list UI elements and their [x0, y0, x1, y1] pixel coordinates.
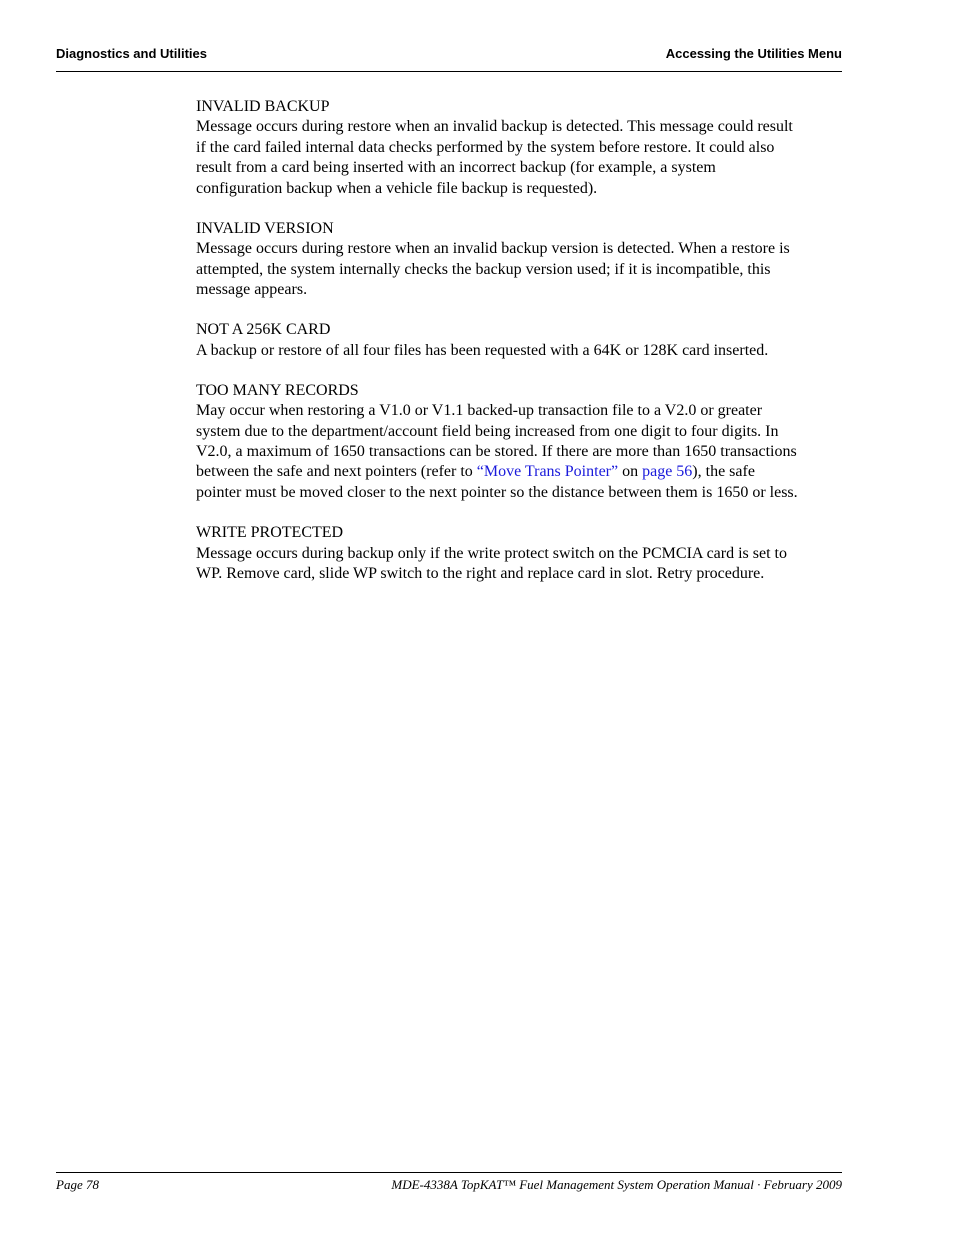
paragraph-line: pointer must be moved closer to the next pointer so the distance between them is 1650 or less. [196, 483, 798, 501]
document-reference: MDE-4338A TopKAT™ Fuel Management System Operation Manual · February 2009 [391, 1177, 842, 1192]
document-body [196, 97, 842, 604]
footer-divider [56, 1172, 842, 1173]
header-section-title: Accessing the Utilities Menu [665, 46, 842, 61]
section-too-many-records [196, 381, 842, 503]
section-title: TOO MANY RECORDS [196, 381, 359, 399]
page-header [56, 45, 842, 63]
paragraph-line: attempted, the system internally checks the backup version used; if it is incompatible, this [196, 260, 771, 278]
line-text: ), the safe [692, 463, 755, 481]
page-56-link[interactable]: page 56 [642, 463, 693, 481]
paragraph-line: result from a card being inserted with an incorrect backup (for example, a system [196, 159, 716, 177]
move-trans-pointer-link[interactable]: “Move Trans Pointer” [476, 463, 619, 481]
section-title: INVALID VERSION [196, 219, 334, 237]
page-number: Page 78 [56, 1177, 99, 1192]
paragraph-line: A backup or restore of all four files has been requested with a 64K or 128K card inserted. [196, 341, 769, 359]
paragraph-line-with-links [196, 462, 842, 482]
paragraph-line: May occur when restoring a V1.0 or V1.1 backed-up transaction file to a V2.0 or greater [196, 402, 763, 420]
paragraph-line: system due to the department/account field being increased from one digit to four digits. In [196, 422, 779, 440]
paragraph-line: Message occurs during restore when an invalid backup version is detected. When a restore is [196, 240, 790, 258]
line-text: on [618, 463, 643, 481]
paragraph-line: Message occurs during restore when an invalid backup is detected. This message could result [196, 118, 793, 136]
paragraph-line: message appears. [196, 281, 308, 299]
section-title: NOT A 256K CARD [196, 321, 331, 339]
header-divider [56, 71, 842, 72]
section-write-protected [196, 523, 842, 584]
paragraph-line: V2.0, a maximum of 1650 transactions can be stored. If there are more than 1650 transactions [196, 443, 797, 461]
section-title: WRITE PROTECTED [196, 524, 344, 542]
paragraph-line: if the card failed internal data checks performed by the system before restore. It could also [196, 138, 775, 156]
section-title: INVALID BACKUP [196, 98, 330, 115]
paragraph-line: WP. Remove card, slide WP switch to the right and replace card in slot. Retry procedure. [196, 564, 765, 582]
section-not-256k-card [196, 320, 842, 361]
paragraph-line: Message occurs during backup only if the write protect switch on the PCMCIA card is set to [196, 544, 787, 562]
header-chapter-title: Diagnostics and Utilities [56, 46, 207, 61]
section-invalid-version [196, 219, 842, 301]
paragraph-line: configuration backup when a vehicle file backup is requested). [196, 179, 598, 197]
page-footer [56, 1176, 842, 1194]
section-invalid-backup [196, 97, 842, 199]
line-text: between the safe and next pointers (refer to [196, 463, 477, 481]
